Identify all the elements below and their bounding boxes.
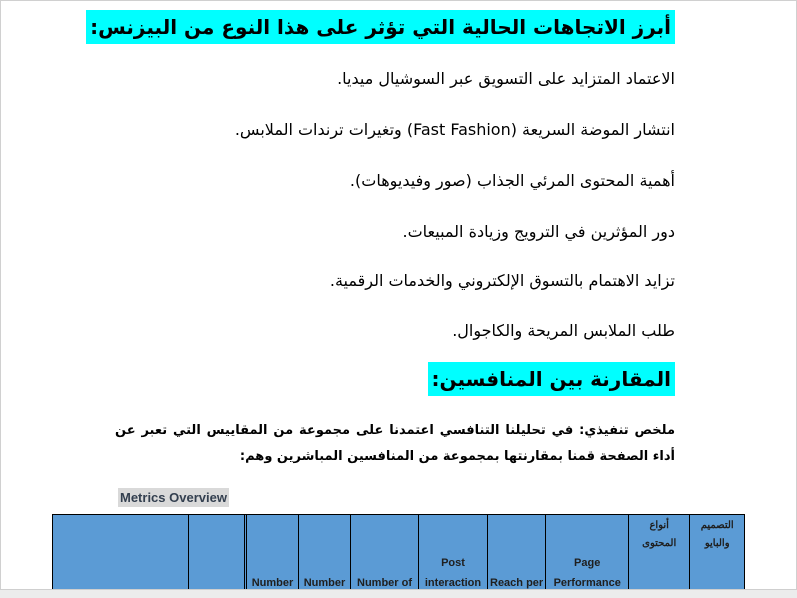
table-header-row	[53, 515, 745, 598]
heading-trends: أبرز الاتجاهات الحالية التي تؤثر على هذا النوع من البيزنس:	[86, 10, 675, 44]
trend-item: أهمية المحتوى المرئي الجذاب (صور وفيديوهات).	[349, 171, 675, 190]
table-header-cell: Number	[299, 515, 351, 598]
table-header-cell: Number	[247, 515, 299, 598]
table-header-cell: Post interaction	[419, 515, 488, 598]
page-edge-left	[0, 0, 1, 597]
metrics-overview-title: Metrics Overview	[120, 490, 227, 505]
heading-competitors: المقارنة بين المنافسين:	[428, 362, 675, 396]
trend-item: طلب الملابس المريحة والكاجوال.	[452, 321, 675, 340]
table-header-cell	[189, 515, 245, 598]
trend-item: دور المؤثرين في الترويج وزيادة المبيعات.	[402, 222, 675, 241]
table-header-cell: Number of	[351, 515, 419, 598]
trend-item: تزايد الاهتمام بالتسوق الإلكتروني والخدمات الرقمية.	[329, 271, 675, 290]
page-edge-top	[0, 0, 797, 1]
metrics-table	[52, 514, 745, 598]
table-header-cell: Reach per	[488, 515, 546, 598]
table-header-cell: التصميم والبايو	[690, 515, 745, 598]
table-header-cell	[53, 515, 189, 598]
table-header-cell: Page Performance	[546, 515, 629, 598]
table-header-cell: أنواع المحتوى	[629, 515, 690, 598]
trend-item: انتشار الموضة السريعة (Fast Fashion) وتغيرات ترندات الملابس.	[234, 120, 675, 139]
trend-item: الاعتماد المتزايد على التسويق عبر السوشيال ميديا.	[337, 69, 675, 88]
executive-summary: ملخص تنفيذي: في تحليلنا التنافسي اعتمدنا على مجموعة من المقاييس التي تعبر عن أداء الصفحة قمنا بمقارنتها بمجموعة من المنافسين المباشرين وهم:	[115, 423, 675, 464]
